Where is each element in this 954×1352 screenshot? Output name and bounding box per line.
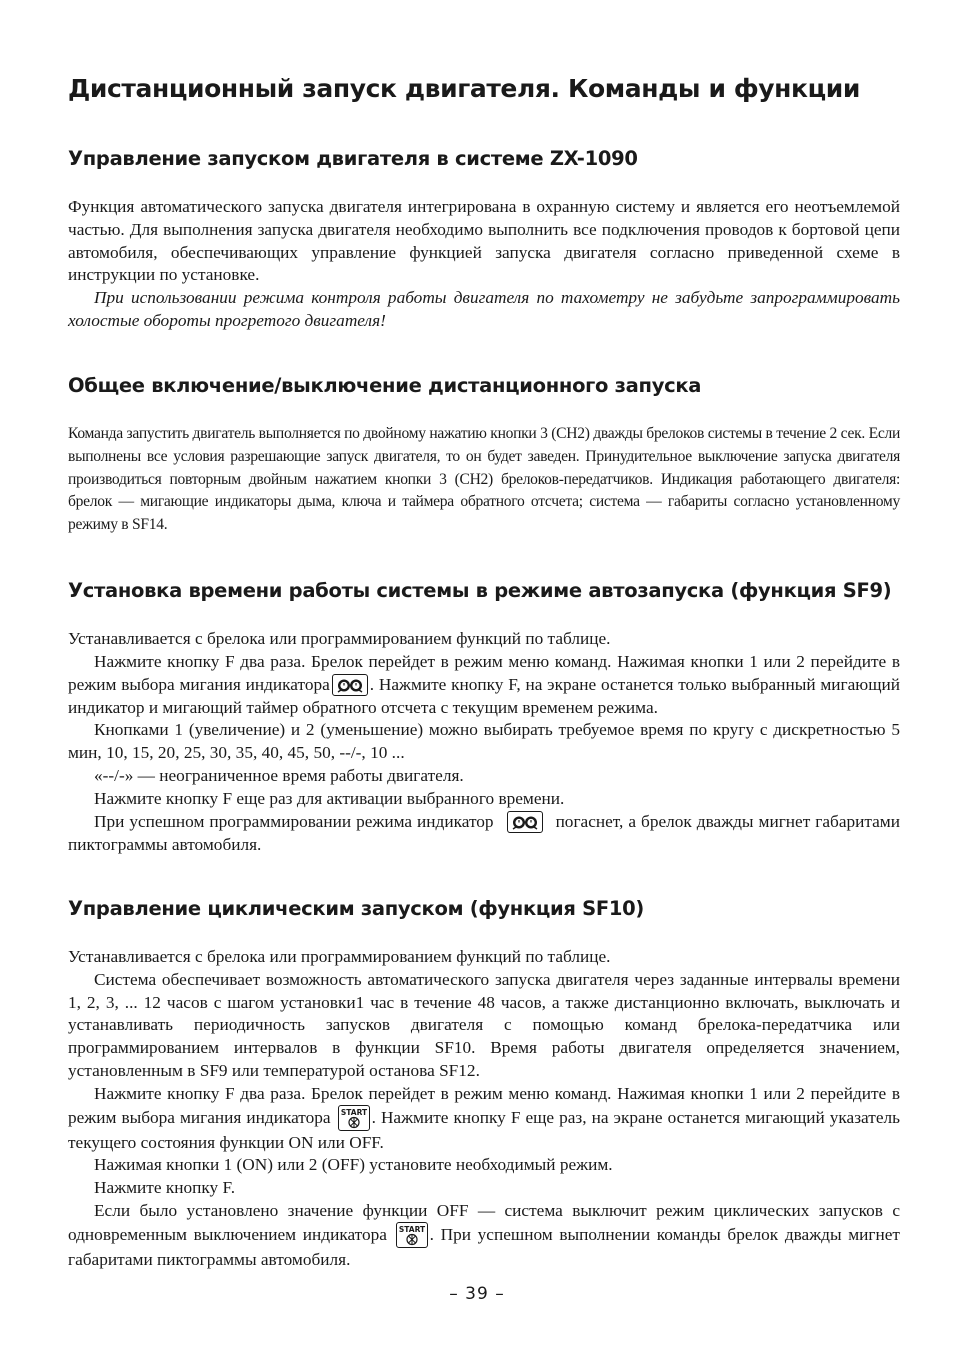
text-run: . Нажмите кнопку F, на экране останется только выбранный мигающий индикатор и мигающий таймер обратного отсчета с текущим временем режима. xyxy=(68,674,900,717)
text-run: Нажмите кнопку F два раза. Брелок перейдет в режим меню команд. Нажимая кнопки 1 или 2 перейдите в режим выбора мигания индикатора xyxy=(68,651,900,694)
start-indicator-icon xyxy=(338,1105,370,1131)
paragraph: Устанавливается с брелока или программированием функций по таблице. xyxy=(68,947,611,966)
paragraph xyxy=(68,811,900,857)
start-icon-label: START xyxy=(340,1107,367,1117)
section-sf10 xyxy=(68,896,900,922)
timer-indicator-icon xyxy=(332,674,368,696)
title-block xyxy=(68,73,900,105)
warning-note: При использовании режима контроля работы двигателя по тахометру не забудьте запрограммировать холостые обороты прогретого двигателя! xyxy=(68,288,900,330)
paragraph: Команда запустить двигатель выполняется по двойному нажатию кнопки 3 (CH2) дважды брелоков системы в течение 2 сек. Если выполнены все условия разрешающие запуск двигателя, то он будет заведен. Принудительное выключение запуска двигателя производиться повторным двойным нажатием кнопки 3 (CH2) брелоков-передатчиков. Индикация работающего двигателя: брелок — мигающие индикаторы дыма, ключа и таймера обратного отсчета; система — габариты согласно установленному режиму в SF14. xyxy=(68,425,900,534)
section-zx1090 xyxy=(68,146,900,172)
text-run: При успешном программировании режима индикатор xyxy=(94,811,494,831)
page-number: – 39 – xyxy=(449,1284,505,1304)
paragraph: «--/-» — неограниченное время работы двигателя. xyxy=(94,766,464,786)
text-run: . При успешном выполнении команды брелок дважды мигнет габаритами пиктограммы автомобиля. xyxy=(68,1224,900,1269)
paragraph: Нажимая кнопки 1 (ON) или 2 (OFF) установите необходимый режим. xyxy=(94,1155,613,1175)
section-zx1090-body xyxy=(68,196,900,333)
paragraph: Система обеспечивает возможность автоматического запуска двигателя через заданные интервалы времени 1, 2, 3, ... 12 часов с шагом установки1 час в течение 48 часов, а также дистанционно включать, выключать и устанавливать периодичность запусков двигателя с помощью команд брелока-передатчика или программированием интервалов в функции SF10. Время работы двигателя определяется значением, установленным в SF9 или температурой останова SF12. xyxy=(68,969,900,1080)
paragraph: Устанавливается с брелока или программированием функций по таблице. xyxy=(68,629,611,648)
section-remote-start-toggle-body xyxy=(68,423,900,537)
paragraph: Кнопками 1 (увеличение) и 2 (уменьшение) можно выбирать требуемое время по кругу с дискретностью 5 мин, 10, 15, 20, 25, 30, 35, 40, 45, 50, --/-, 10 ... xyxy=(68,720,900,763)
text-run: погаснет, а брелок дважды мигнет габаритами пиктограммы автомобиля. xyxy=(68,811,900,854)
paragraph: Нажмите кнопку F. xyxy=(94,1178,236,1198)
text-run: Нажмите кнопку F два раза. Брелок перейдет в режим меню команд. Нажимая кнопки 1 или 2 перейдите в режим выбора мигания индикатора xyxy=(68,1083,900,1127)
text-run: . Нажмите кнопку F еще раз, на экране останется мигающий указатель текущего состояния функции ON или OFF. xyxy=(68,1107,901,1152)
paragraph: Функция автоматического запуска двигателя интегрирована в охранную систему и является его неотъемлемой частью. Для выполнения запуска двигателя необходимо выполнить все подключения проводов к бортовой цепи автомобиля, обеспечивающих управление функцией запуска двигателя согласно приведенной схеме в инструкции по установке. xyxy=(68,197,900,285)
section-sf9-body xyxy=(68,628,900,856)
paragraph xyxy=(68,1200,900,1272)
timer-indicator-icon xyxy=(507,811,543,833)
paragraph xyxy=(68,1083,900,1155)
section-sf9 xyxy=(68,578,900,604)
text-run: Если было установлено значение функции OFF — система выключит режим циклических запусков с одновременным выключением индикатора xyxy=(68,1200,900,1244)
section-sf10-body xyxy=(68,946,900,1272)
paragraph: Нажмите кнопку F еще раз для активации выбранного времени. xyxy=(94,788,565,808)
page-title: Дистанционный запуск двигателя. Команды и функции xyxy=(68,74,860,103)
start-icon-label: START xyxy=(398,1224,425,1234)
section-remote-start-toggle xyxy=(68,373,900,399)
section-heading: Управление запуском двигателя в системе ZX-1090 xyxy=(68,147,638,170)
section-heading: Управление циклическим запуском (функция SF10) xyxy=(68,897,645,920)
paragraph xyxy=(68,651,900,720)
start-indicator-icon xyxy=(396,1222,428,1248)
section-heading: Установка времени работы системы в режиме автозапуска (функция SF9) xyxy=(68,579,892,602)
section-heading: Общее включение/выключение дистанционного запуска xyxy=(68,374,702,397)
